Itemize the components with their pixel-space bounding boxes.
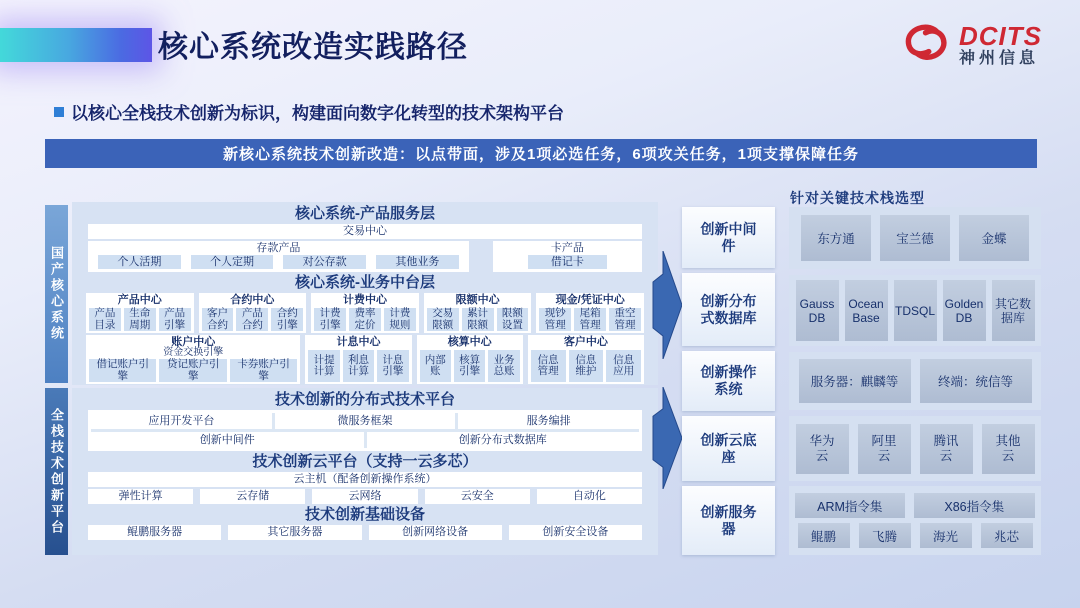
center-contract: 合约中心 客户合约 产品合约 合约引擎 [199,293,307,333]
product-chip: 对公存款 [283,255,366,269]
arrow-right-icon [650,387,686,489]
infra-title: 技术创新基础设备 [304,506,425,523]
vertical-label-domestic-core: 国产核心系统 [45,205,68,383]
logo-company-text: 神州信息 [959,49,1040,67]
center-account: 账户中心 资金交换引擎 借记账户引擎 贷记账户引擎 卡券账户引擎 [86,335,300,384]
infra-cell: 其它服务器 [228,525,361,540]
innovation-box-distributed-db: 创新分布式数据库 [682,273,775,346]
tech-stack-chip-panel [789,486,1041,555]
stack-box: GaussDB [796,280,839,341]
group-label: 卡产品 [550,242,584,254]
distributed-platform-title: 技术创新的分布式技术平台 [274,391,455,408]
center-product: 产品中心 产品目录 生命周期 产品引擎 [86,293,194,333]
center-chip: 现钞管理 [539,308,571,331]
stack-box: 飞腾 [859,523,911,548]
center-chip: 合约引擎 [271,308,303,331]
center-chip: 信息维护 [569,350,604,382]
center-chip: 信息管理 [531,350,566,382]
stack-box: ARM指令集 [795,493,905,518]
center-chip: 产品引擎 [159,308,191,331]
center-chip: 核算引擎 [454,350,485,382]
stack-box: X86指令集 [914,493,1035,518]
center-chip: 产品合约 [236,308,268,331]
card-product-group [493,241,642,272]
center-chip: 业务总账 [488,350,519,382]
stack-box: 海光 [920,523,972,548]
stack-box: 其它数据库 [992,280,1035,341]
platform-cell: 创新中间件 [91,432,364,448]
innovation-box-server: 创新服务器 [682,486,775,555]
product-layer-title: 核心系统-产品服务层 [295,205,435,222]
infra-cell: 创新安全设备 [509,525,642,540]
center-chip: 尾箱管理 [574,308,606,331]
cloud-host-bar: 云主机（配备创新操作系统） [88,472,642,487]
product-chip: 借记卡 [528,255,607,269]
center-chip: 计费规则 [384,308,416,331]
stack-box: GoldenDB [943,280,986,341]
center-chip: 借记账户引擎 [89,359,156,382]
product-chip: 其他业务 [376,255,459,269]
tech-stack-database-panel [789,275,1041,346]
stack-box: 腾讯云 [920,424,973,474]
center-chip: 信息应用 [606,350,641,382]
bullet-square-icon [54,107,64,117]
center-chip: 计提计算 [308,350,339,382]
innovation-box-os: 创新操作系统 [682,351,775,411]
infra-cell: 鲲鹏服务器 [88,525,221,540]
stack-box: 服务器：麒麟等 [799,359,911,403]
center-chip: 累计限额 [462,308,494,331]
infra-cell: 创新网络设备 [369,525,502,540]
stack-box: 终端：统信等 [920,359,1032,403]
center-quota: 限额中心 交易限额 累计限额 限额设置 [424,293,532,333]
product-chip: 个人活期 [98,255,181,269]
stack-box: 金蝶 [959,215,1029,261]
group-label: 存款产品 [256,242,301,254]
center-chip: 计息引擎 [377,350,408,382]
stack-box: TDSQL [894,280,937,341]
cloud-cell: 云网络 [312,489,417,504]
cloud-cell: 弹性计算 [88,489,193,504]
title-gradient-bar [0,28,152,62]
product-chip: 个人定期 [191,255,274,269]
logo-brand-text: DCITS [959,21,1042,52]
vertical-label-fullstack-platform: 全栈技术创新平台 [45,388,68,555]
platform-cell: 应用开发平台 [91,413,272,429]
center-billing: 计费中心 计费引擎 费率定价 计费规则 [311,293,419,333]
task-banner: 新核心系统技术创新改造：以点带面，涉及1项必选任务，6项攻关任务，1项支撑保障任务 [45,139,1037,168]
platform-cell: 服务编排 [458,413,639,429]
innovation-box-cloud-base: 创新云底座 [682,416,775,481]
cloud-cell: 自动化 [537,489,642,504]
center-chip: 卡券账户引擎 [230,359,297,382]
stack-box: 华为云 [796,424,849,474]
stack-box: 阿里云 [858,424,911,474]
center-chip: 产品目录 [89,308,121,331]
cloud-platform-title: 技术创新云平台（支持一云多芯） [252,453,478,470]
center-chip: 利息计算 [343,350,374,382]
platform-cell: 微服务框架 [275,413,456,429]
platform-cell: 创新分布式数据库 [367,432,640,448]
stack-box: 东方通 [801,215,871,261]
stack-box: 鲲鹏 [798,523,850,548]
center-chip: 计费引擎 [314,308,346,331]
innovation-box-middleware: 创新中间件 [682,207,775,268]
page-title: 核心系统改造实践路径 [158,31,468,64]
tech-stack-cloud-panel [789,416,1041,481]
center-chip: 贷记账户引擎 [159,359,226,382]
trade-center-bar: 交易中心 [88,224,642,239]
company-logo [899,16,1042,75]
business-centers-row2 [86,335,644,384]
intro-bullet-text: 以核心全栈技术创新为标识，构建面向数字化转型的技术架构平台 [71,104,564,123]
arrow-right-icon [650,251,686,359]
tech-stack-middleware-panel [789,207,1041,269]
business-centers-row1 [86,293,644,333]
fullstack-platform-panel [72,388,658,555]
center-chip: 生命周期 [124,308,156,331]
midplatform-layer-title: 核心系统-业务中台层 [295,274,435,291]
stack-box: OceanBase [845,280,888,341]
center-chip: 客户合约 [202,308,234,331]
center-chip: 费率定价 [349,308,381,331]
intro-bullet-row [54,99,564,124]
center-interest: 计息中心 计提计算 利息计算 计息引擎 [305,335,411,384]
stack-box: 宝兰德 [880,215,950,261]
account-sub-label: 资金交换引擎 [163,347,224,358]
cloud-cell: 云安全 [425,489,530,504]
center-accounting: 核算中心 内部账 核算引擎 业务总账 [417,335,523,384]
core-system-panel [72,202,658,385]
infra-items-row [88,525,642,540]
tech-stack-os-panel [789,352,1041,410]
stack-box: 其他云 [982,424,1035,474]
center-chip: 内部账 [420,350,451,382]
center-cash-voucher: 现金/凭证中心 现钞管理 尾箱管理 重空管理 [536,293,644,333]
cloud-cell: 云存储 [200,489,305,504]
cloud-items-row [88,489,642,504]
center-chip: 重空管理 [609,308,641,331]
distributed-platform-grid [88,410,642,451]
tech-stack-title: 针对关键技术栈选型 [790,190,925,206]
logo-swirl-icon [899,16,953,75]
deposit-product-group [88,241,469,272]
stack-box: 兆芯 [981,523,1033,548]
center-chip: 交易限额 [427,308,459,331]
center-chip: 限额设置 [497,308,529,331]
center-customer: 客户中心 信息管理 信息维护 信息应用 [528,335,644,384]
